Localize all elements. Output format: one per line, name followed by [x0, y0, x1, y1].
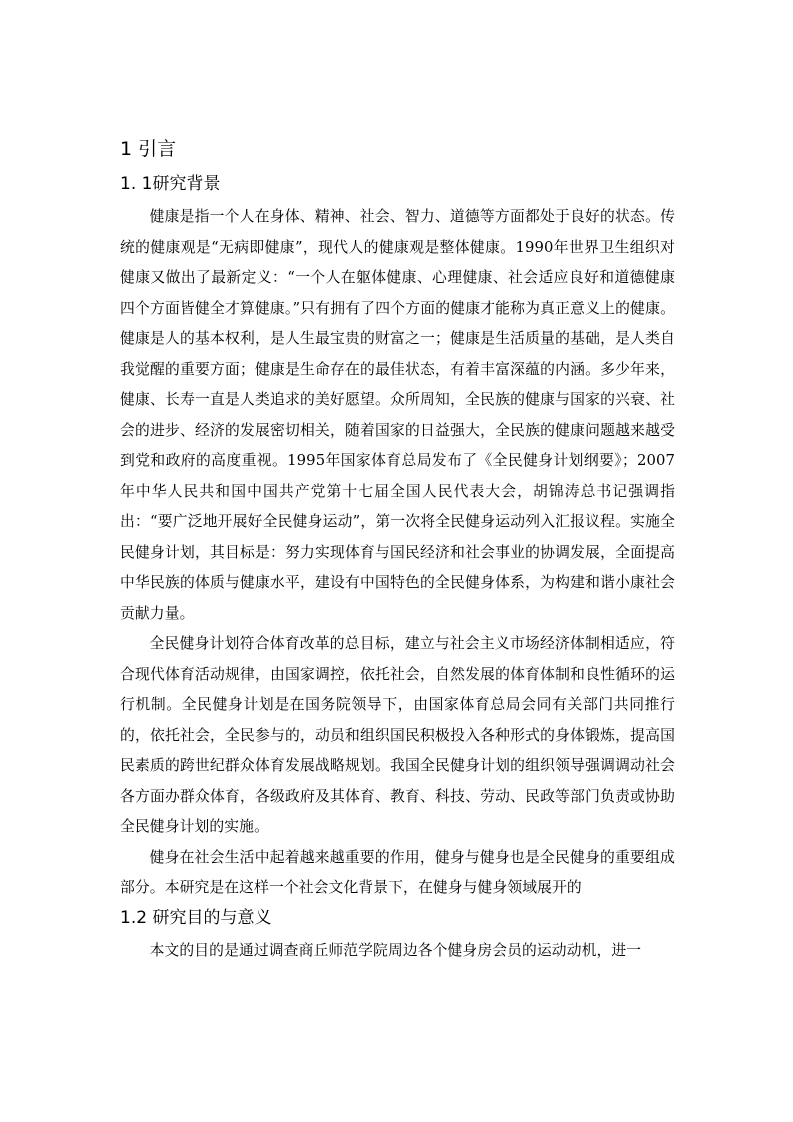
section-heading-purpose: 1.2 研究目的与意义	[120, 907, 272, 928]
paragraph-health-definition: 健康是指一个人在身体、精神、社会、智力、道德等方面都处于良好的状态。传统的健康观是“无病即健康”，现代人的健康观是整体健康。1990年世界卫生组织对健康又做出了最新定义：“一个人在躯体健康、心理健康、社会适应良好和道德健康四个方面皆健全才算健康。”只有拥有了四个方面的健康才能称为真正意义上的健康。健康是人的基本权利，是人生最宝贵的财富之一；健康是生活质量的基础，是人类自我觉醒的重要方面；健康是生命存在的最佳状态，有着丰富深蕴的内涵。多少年来，健康、长寿一直是人类追求的美好愿望。众所周知，全民族的健康与国家的兴衰、社会的进步、经济的发展密切相关，随着国家的日益强大，全民族的健康问题越来越受到党和政府的高度重视。1995年国家体育总局发布了《全民健身计划纲要》；2007年中华人民共和国中国共产党第十七届全国人民代表大会，胡锦涛总书记强调指出：“要广泛地开展好全民健身运动”，第一次将全民健身运动列入汇报议程。实施全民健身计划，其目标是：努力实现体育与国民经济和社会事业的协调发展，全面提高中华民族的体质与健康水平，建设有中国特色的全民健身体系，为构建和谐小康社会贡献力量。	[120, 208, 675, 622]
paragraph-fitness-plan: 全民健身计划符合体育改革的总目标，建立与社会主义市场经济体制相适应，符合现代体育活动规律，由国家调控，依托社会，自然发展的体育体制和良性循环的运行机制。全民健身计划是在国务院领导下，由国家体育总局会同有关部门共同推行的，依托社会，全民参与的，动员和组织国民积极投入各种形式的身体锻炼，提高国民素质的跨世纪群众体育发展战略规划。我国全民健身计划的组织领导强调调动社会各方面办群众体育，各级政府及其体育、教育、科技、劳动、民政等部门负责或协助全民健身计划的实施。	[120, 635, 675, 835]
chapter-heading: 1 引言	[120, 138, 177, 160]
section-heading-background: 1. 1研究背景	[120, 174, 221, 194]
paragraph-purpose: 本文的目的是通过调查商丘师范学院周边各个健身房会员的运动动机，进一	[149, 941, 642, 959]
document-body	[120, 134, 675, 966]
paragraph-research-context: 健身在社会生活中起着越来越重要的作用，健身与健身也是全民健身的重要组成部分。本研究是在这样一个社会文化背景下，在健身与健身领域展开的	[120, 848, 675, 896]
